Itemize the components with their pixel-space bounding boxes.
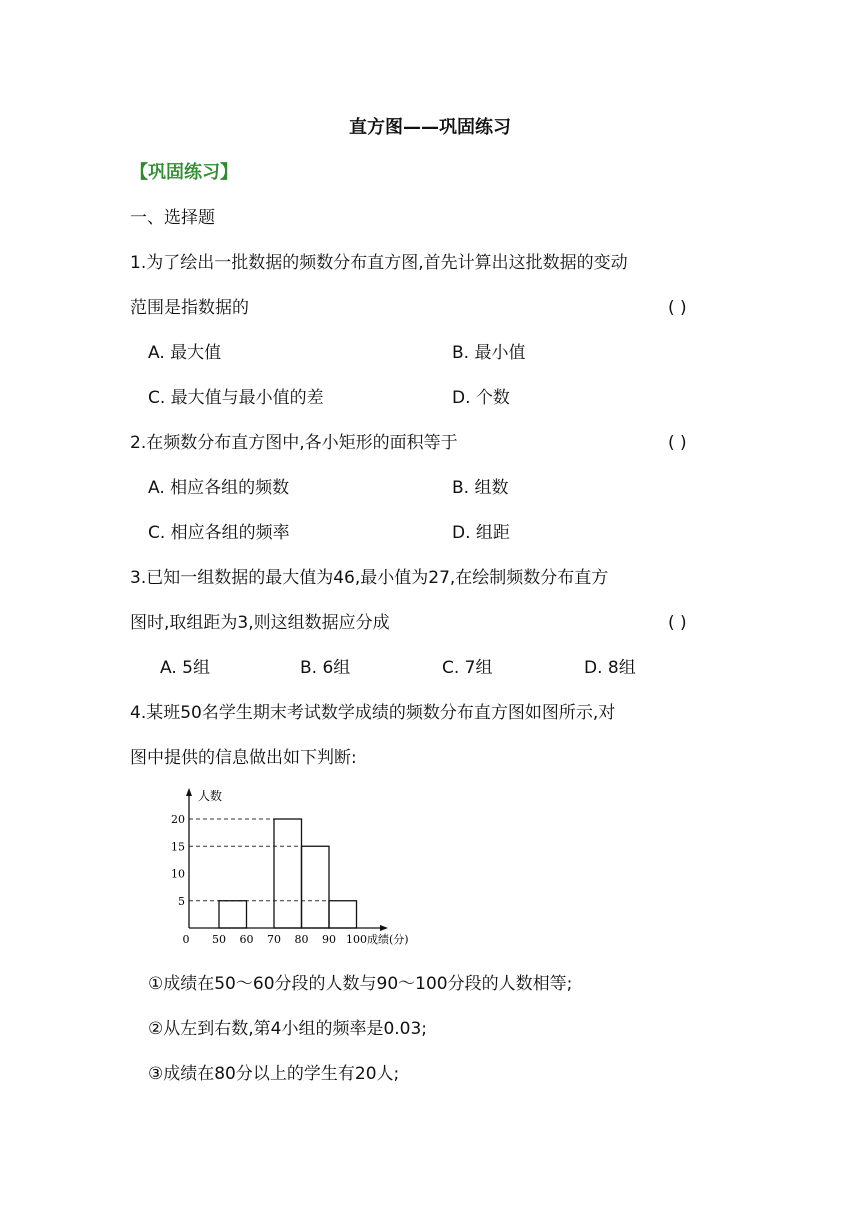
q3-line2: 图时,取组距为3,则这组数据应分成 [130, 613, 390, 633]
q1-option-c: C. 最大值与最小值的差 [148, 388, 324, 408]
q3-answer-bracket: ( ) [668, 613, 687, 633]
q2-option-a: A. 相应各组的频数 [148, 478, 290, 498]
page-title: 直方图——巩固练习 [349, 117, 511, 138]
q4-statement-2: ②从左到右数,第4小组的频率是0.03; [148, 1019, 428, 1039]
x-tick-0: 0 [182, 933, 190, 946]
part-heading: 一、选择题 [130, 208, 215, 228]
q4-statement-1: ①成绩在50～60分段的人数与90～100分段的人数相等; [148, 974, 573, 994]
x-tick-80: 80 [294, 933, 309, 946]
x-tick-70: 70 [267, 933, 281, 946]
q2-option-d: D. 组距 [452, 523, 510, 543]
x-tick-100: 100 [346, 933, 367, 946]
q3-option-d: D. 8组 [584, 658, 636, 678]
bar-50-60 [219, 901, 247, 928]
q4-statement-3: ③成绩在80分以上的学生有20人; [148, 1064, 400, 1084]
y-tick-15: 15 [171, 840, 185, 854]
y-axis-arrow [186, 788, 192, 796]
q2-answer-bracket: ( ) [668, 433, 687, 453]
y-tick-5: 5 [178, 894, 185, 908]
q1-option-d: D. 个数 [452, 388, 510, 408]
q2-line1: 2.在频数分布直方图中,各小矩形的面积等于 [130, 433, 458, 453]
q4-line1: 4.某班50名学生期末考试数学成绩的频数分布直方图如图所示,对 [130, 703, 616, 723]
q3-option-a: A. 5组 [160, 658, 210, 678]
section-heading: 【巩固练习】 [130, 162, 238, 183]
bar-70-80 [274, 819, 302, 928]
y-tick-20: 20 [171, 813, 185, 826]
q2-option-b: B. 组数 [452, 478, 509, 498]
q3-option-b: B. 6组 [300, 658, 351, 678]
q1-option-b: B. 最小值 [452, 343, 526, 363]
x-tick-90: 90 [322, 933, 336, 946]
q1-line2: 范围是指数据的 [130, 298, 249, 318]
q3-option-c: C. 7组 [442, 658, 493, 678]
x-tick-60: 60 [239, 933, 254, 946]
histogram-chart [160, 784, 440, 956]
bar-80-90 [302, 846, 330, 928]
x-axis-arrow [380, 925, 388, 931]
q1-option-a: A. 最大值 [148, 343, 222, 363]
x-tick-50: 50 [212, 933, 226, 946]
q4-line2: 图中提供的信息做出如下判断: [130, 748, 357, 768]
q3-line1: 3.已知一组数据的最大值为46,最小值为27,在绘制频数分布直方 [130, 568, 609, 588]
y-tick-10: 10 [171, 867, 185, 881]
y-axis-label: 人数 [198, 789, 223, 803]
bar-90-100 [329, 901, 357, 928]
q1-answer-bracket: ( ) [668, 298, 687, 318]
q2-option-c: C. 相应各组的频率 [148, 523, 290, 543]
x-axis-label: 成绩(分) [367, 933, 409, 946]
q1-line1: 1.为了绘出一批数据的频数分布直方图,首先计算出这批数据的变动 [130, 253, 628, 273]
